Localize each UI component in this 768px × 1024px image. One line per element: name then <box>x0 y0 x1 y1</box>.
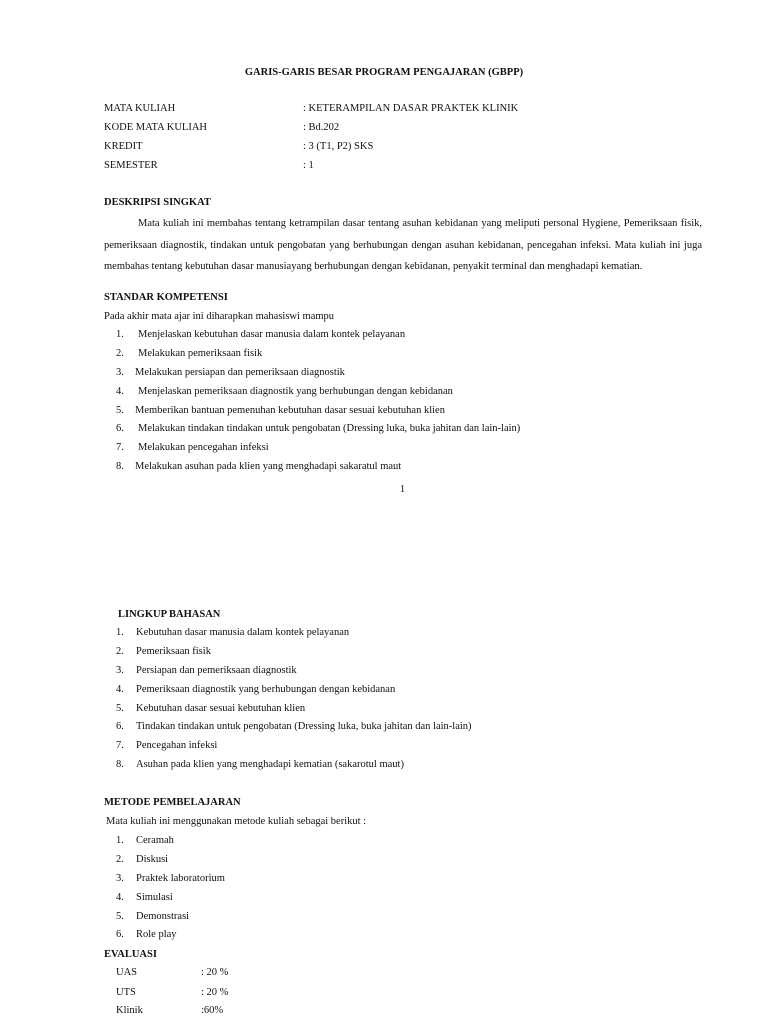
list-item: 1. Ceramah <box>116 835 174 846</box>
lingkup-heading: LINGKUP BAHASAN <box>118 609 221 620</box>
evaluasi-value-uts: : 20 % <box>201 987 229 998</box>
list-item: 5. Memberikan bantuan pemenuhan kebutuhan dasar sesuai kebutuhan klien <box>116 404 445 416</box>
info-value-kredit: : 3 (T1, P2) SKS <box>303 141 374 152</box>
standar-heading: STANDAR KOMPETENSI <box>104 292 228 303</box>
info-label-kredit: KREDIT <box>104 141 143 152</box>
list-item: 8. Asuhan pada klien yang menghadapi kematian (sakarotul maut) <box>116 759 404 771</box>
list-item: 1. Kebutuhan dasar manusia dalam kontek pelayanan <box>116 627 350 638</box>
info-value-mata-kuliah: : KETERAMPILAN DASAR PRAKTEK KLINIK <box>303 103 519 114</box>
evaluasi-heading: EVALUASI <box>104 949 157 960</box>
list-item: 4. Menjelaskan pemeriksaan diagnostik yang berhubungan dengan kebidanan <box>116 385 453 397</box>
evaluasi-label-klinik: Klinik <box>116 1005 143 1016</box>
evaluasi-value-klinik: :60% <box>201 1005 224 1016</box>
info-value-semester: : 1 <box>303 160 314 171</box>
evaluasi-value-uas: : 20 % <box>201 967 229 978</box>
list-item: 2. Pemeriksaan fisik <box>116 645 211 657</box>
info-label-mata-kuliah: MATA KULIAH <box>104 103 176 114</box>
info-value-kode: : Bd.202 <box>303 122 340 133</box>
page-number: 1 <box>399 484 406 495</box>
list-item: 6. Role play <box>116 929 177 941</box>
info-label-kode: KODE MATA KULIAH <box>104 122 207 133</box>
lingkup-list <box>116 624 716 775</box>
list-item: 1. Menjelaskan kebutuhan dasar manusia dalam kontek pelayanan <box>116 329 406 340</box>
list-item: 6. Melakukan tindakan tindakan untuk pengobatan (Dressing luka, buka jahitan dan lain-lain) <box>116 423 521 435</box>
list-item: 7. Pencegahan infeksi <box>116 740 218 752</box>
info-label-semester: SEMESTER <box>104 160 158 171</box>
standar-list <box>116 326 716 477</box>
deskripsi-text: Mata kuliah ini membahas tentang ketrampilan dasar tentang asuhan kebidanan yang meliputi personal Hygiene, Pemeriksaan fisik, pemeriksaan diagnostik, tindakan untuk pengobatan yang berhubungan dengan asuhan kebidanan, pencegahan infeksi. Mata kuliah ini juga membahas tentang kebutuhan dasar manusiayang berhubungan dengan kebidanan, penyakit terminal dan menghadapi kematian. <box>104 218 702 272</box>
document-title: GARIS-GARIS BESAR PROGRAM PENGAJARAN (GBPP) <box>244 67 524 78</box>
deskripsi-heading: DESKRIPSI SINGKAT <box>104 197 211 208</box>
list-item: 7. Melakukan pencegahan infeksi <box>116 442 269 454</box>
list-item: 4. Simulasi <box>116 891 173 903</box>
list-item: 3. Melakukan persiapan dan pemeriksaan diagnostik <box>116 366 345 378</box>
list-item: 8. Melakukan asuhan pada klien yang menghadapi sakaratul maut <box>116 461 402 473</box>
list-item: 5. Demonstrasi <box>116 910 190 922</box>
list-item: 2. Diskusi <box>116 853 169 865</box>
list-item: 4. Pemeriksaan diagnostik yang berhubungan dengan kebidanan <box>116 683 396 695</box>
evaluasi-label-uas: UAS <box>116 967 138 978</box>
standar-intro: Pada akhir mata ajar ini diharapkan mahasiswi mampu <box>104 311 335 322</box>
list-item: 2. Melakukan pemeriksaan fisik <box>116 347 263 359</box>
evaluasi-label-uts: UTS <box>116 987 136 998</box>
metode-intro: Mata kuliah ini menggunakan metode kuliah sebagai berikut : <box>106 816 367 827</box>
metode-list <box>116 832 716 945</box>
deskripsi-paragraph <box>104 213 702 278</box>
list-item: 5. Kebutuhan dasar sesuai kebutuhan klien <box>116 702 306 714</box>
list-item: 3. Praktek laboratorium <box>116 872 225 884</box>
list-item: 6. Tindakan tindakan untuk pengobatan (Dressing luka, buka jahitan dan lain-lain) <box>116 721 472 733</box>
list-item: 3. Persiapan dan pemeriksaan diagnostik <box>116 664 297 676</box>
metode-heading: METODE PEMBELAJARAN <box>104 797 241 808</box>
